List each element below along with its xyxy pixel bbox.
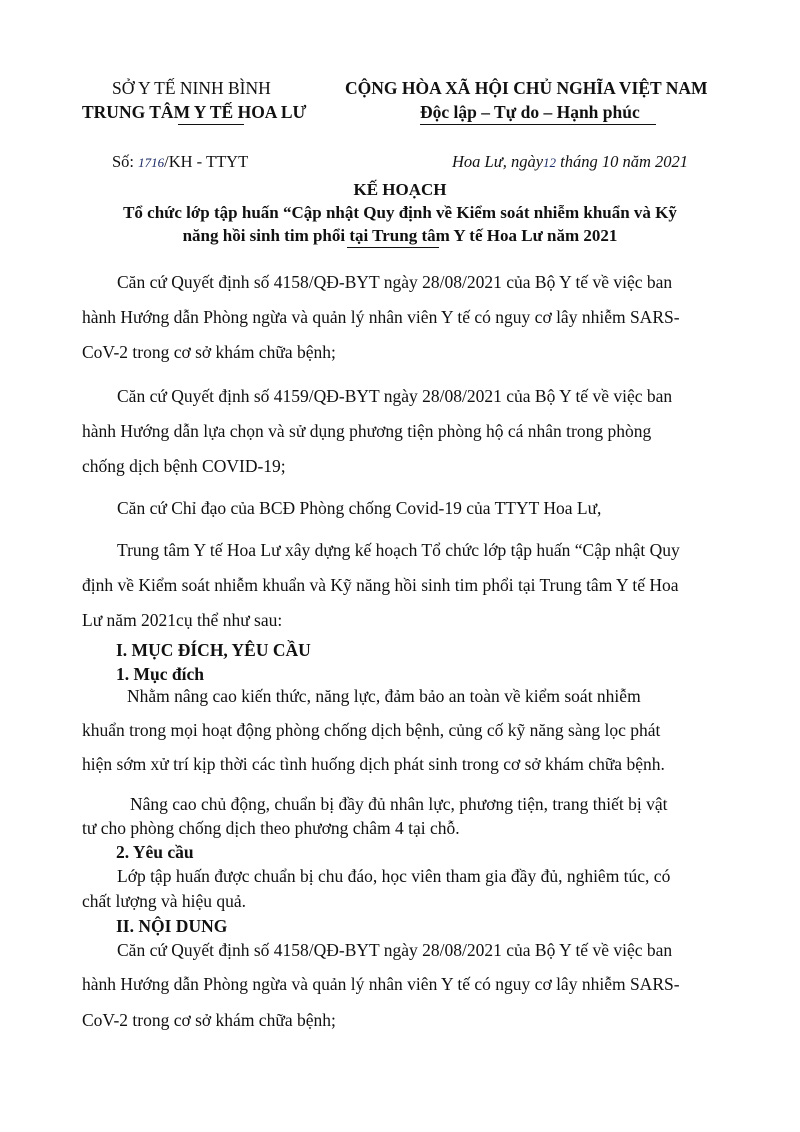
national-title: CỘNG HÒA XÃ HỘI CHỦ NGHĨA VIỆT NAM: [345, 78, 708, 98]
agency-underline: [178, 124, 244, 125]
paragraph-line: định về Kiểm soát nhiễm khuẩn và Kỹ năng hồi sinh tim phổi tại Trung tâm Y tế Hoa: [82, 575, 679, 595]
plan-title-line-1: Tổ chức lớp tập huấn “Cập nhật Quy định về Kiểm soát nhiễm khuẩn và Kỹ: [123, 203, 677, 222]
national-motto: Độc lập – Tự do – Hạnh phúc: [420, 102, 640, 122]
document-number: [112, 152, 248, 172]
paragraph-line: hành Hướng dẫn Phòng ngừa và quản lý nhân viên Y tế có nguy cơ lây nhiễm SARS-: [82, 974, 680, 994]
paragraph-line: Căn cứ Quyết định số 4158/QĐ-BYT ngày 28/08/2021 của Bộ Y tế về việc ban: [117, 272, 673, 292]
doc-number-suffix: /KH - TTYT: [164, 152, 249, 171]
paragraph-line: chống dịch bệnh COVID-19;: [82, 456, 286, 476]
paragraph-line: tư cho phòng chống dịch theo phương châm 4 tại chỗ.: [82, 818, 460, 838]
paragraph-line: Nhằm nâng cao kiến thức, năng lực, đảm bảo an toàn về kiểm soát nhiễm: [127, 686, 641, 706]
subsection-heading-requirements: 2. Yêu cầu: [116, 842, 194, 862]
section-heading-1: I. MỤC ĐÍCH, YÊU CẦU: [116, 640, 311, 660]
subsection-heading-purpose: 1. Mục đích: [116, 664, 204, 684]
paragraph-line: chất lượng và hiệu quả.: [82, 891, 247, 911]
doc-number-prefix: Số:: [112, 152, 135, 171]
plan-title-line-2: năng hồi sinh tim phổi tại Trung tâm Y tế Hoa Lư năm 2021: [182, 226, 618, 245]
section-heading-2: II. NỘI DUNG: [116, 916, 228, 936]
motto-underline: [420, 124, 656, 125]
paragraph-line: Căn cứ Quyết định số 4159/QĐ-BYT ngày 28/08/2021 của Bộ Y tế về việc ban: [117, 386, 673, 406]
date-day-handwritten: 12: [543, 155, 557, 170]
paragraph-line: hành Hướng dẫn Phòng ngừa và quản lý nhân viên Y tế có nguy cơ lây nhiễm SARS-: [82, 307, 680, 327]
paragraph-line: hành Hướng dẫn lựa chọn và sử dụng phương tiện phòng hộ cá nhân trong phòng: [82, 421, 652, 441]
paragraph-line: khuẩn trong mọi hoạt động phòng chống dịch bệnh, củng cố kỹ năng sàng lọc phát: [82, 720, 661, 740]
place-date-prefix: Hoa Lư, ngày: [452, 152, 544, 171]
paragraph-line: CoV-2 trong cơ sở khám chữa bệnh;: [82, 1010, 336, 1030]
place-date-suffix: tháng 10 năm 2021: [556, 152, 689, 171]
paragraph-line: Căn cứ Chỉ đạo của BCĐ Phòng chống Covid-19 của TTYT Hoa Lư,: [117, 498, 602, 518]
paragraph-line: Căn cứ Quyết định số 4158/QĐ-BYT ngày 28/08/2021 của Bộ Y tế về việc ban: [117, 940, 673, 960]
doc-number-handwritten: 1716: [138, 155, 165, 170]
paragraph-line: Nâng cao chủ động, chuẩn bị đầy đủ nhân lực, phương tiện, trang thiết bị vật: [130, 794, 668, 814]
paragraph-line: CoV-2 trong cơ sở khám chữa bệnh;: [82, 342, 336, 362]
agency-name: TRUNG TÂM Y TẾ HOA LƯ: [82, 102, 307, 122]
paragraph-line: Lư năm 2021cụ thể như sau:: [82, 610, 283, 630]
paragraph-line: hiện sớm xử trí kịp thời các tình huống dịch phát sinh trong cơ sở khám chữa bệnh.: [82, 754, 665, 774]
agency-parent: SỞ Y TẾ NINH BÌNH: [112, 78, 271, 98]
title-underline: [347, 247, 439, 248]
place-date: [452, 152, 688, 172]
plan-heading: KẾ HOẠCH: [353, 180, 447, 199]
paragraph-line: Trung tâm Y tế Hoa Lư xây dựng kế hoạch Tổ chức lớp tập huấn “Cập nhật Quy: [117, 540, 680, 560]
paragraph-line: Lớp tập huấn được chuẩn bị chu đáo, học viên tham gia đầy đủ, nghiêm túc, có: [117, 866, 671, 886]
